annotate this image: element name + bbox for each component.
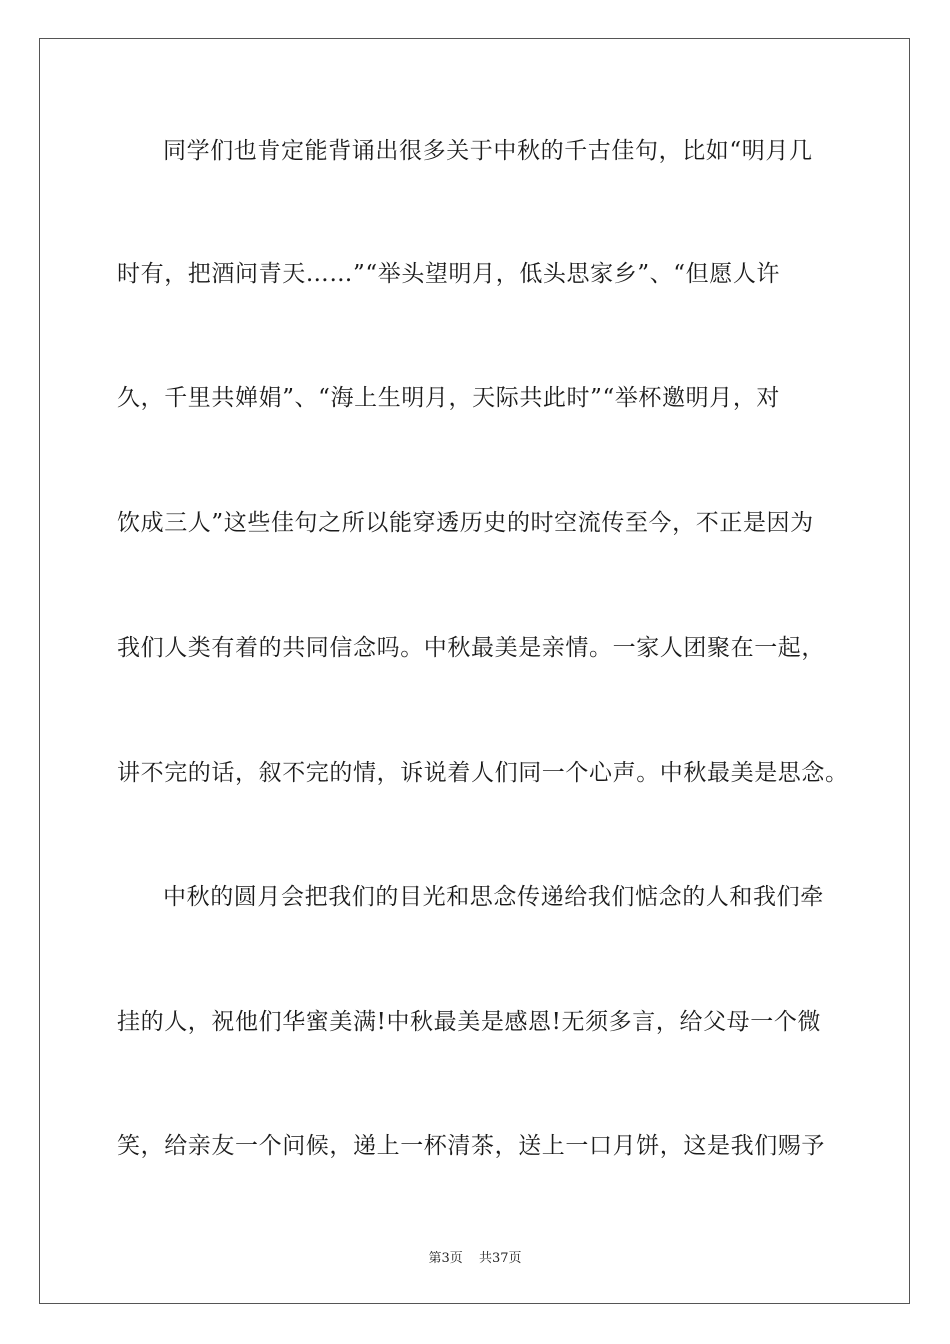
total-pages: 共37页: [478, 1251, 522, 1266]
text-line-9: 笑，给亲友一个问候，递上一杯清茶，送上一口月饼，这是我们赐予: [117, 1133, 825, 1159]
text-line-1: 同学们也肯定能背诵出很多关于中秋的千古佳句，比如“明月几: [163, 138, 813, 164]
text-line-3: 久，千里共婵娟”、“海上生明月，天际共此时”“举杯邀明月，对: [117, 385, 781, 411]
text-line-5: 我们人类有着的共同信念吗。中秋最美是亲情。一家人团聚在一起，: [117, 635, 825, 661]
text-line-6: 讲不完的话，叙不完的情，诉说着人们同一个心声。中秋最美是思念。: [117, 760, 849, 786]
text-line-4: 饮成三人”这些佳句之所以能穿透历史的时空流传至今，不正是因为: [117, 510, 814, 536]
page-number: 第3页: [428, 1251, 463, 1266]
text-line-2: 时有，把酒问青天……”“举头望明月，低头思家乡”、“但愿人许: [117, 261, 781, 287]
page-border: [39, 38, 910, 1304]
text-line-7: 中秋的圆月会把我们的目光和思念传递给我们惦念的人和我们牵: [163, 884, 824, 910]
page-footer: [0, 1247, 950, 1266]
text-line-8: 挂的人，祝他们华蜜美满!中秋最美是感恩!无须多言，给父母一个微: [117, 1009, 822, 1035]
